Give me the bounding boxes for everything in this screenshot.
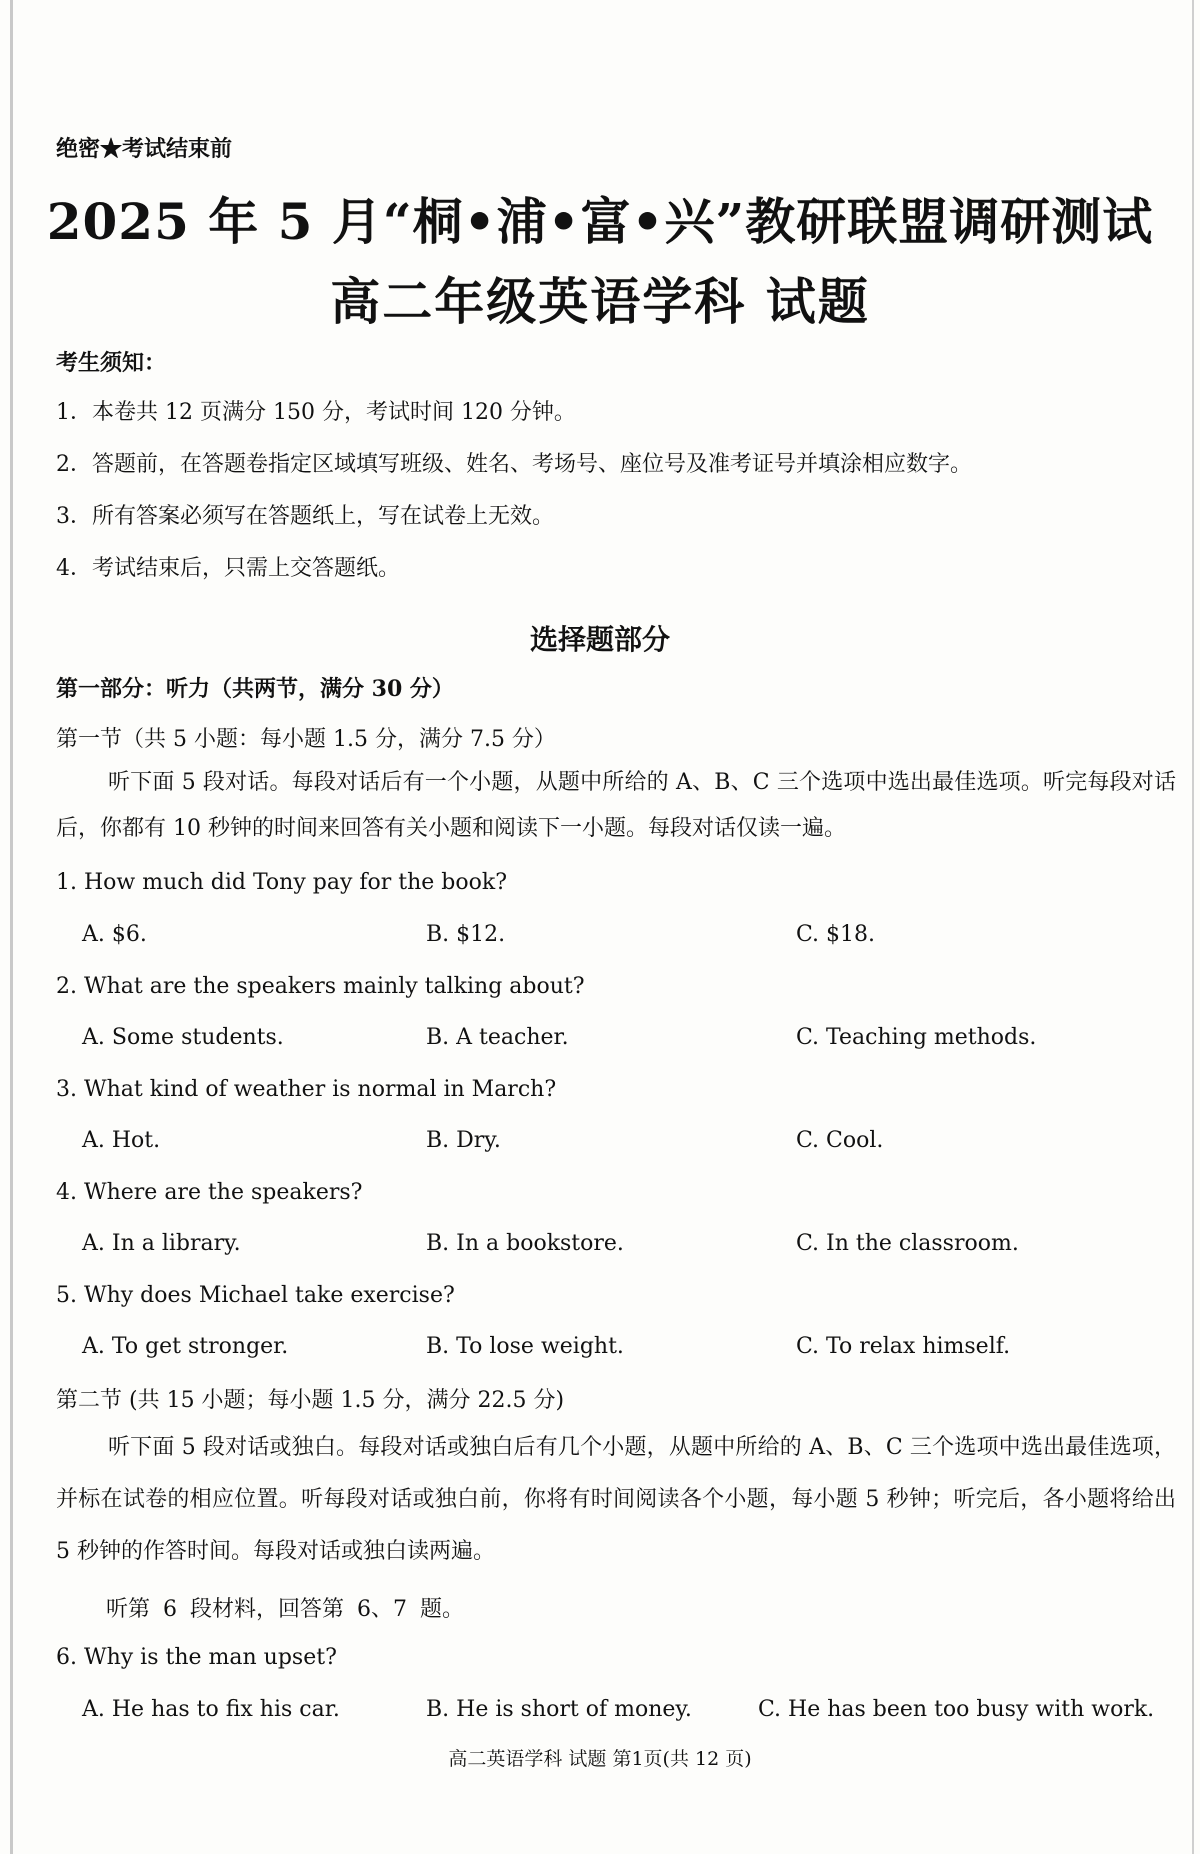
notice-item: 2．答题前，在答题卷指定区域填写班级、姓名、考场号、座位号及准考证号并填涂相应数字。 xyxy=(56,452,973,477)
question-stem: 4. Where are the speakers? xyxy=(56,1180,363,1205)
option-b: B. To lose weight. xyxy=(426,1334,624,1359)
option-b: B. A teacher. xyxy=(426,1025,569,1050)
sec1-heading: 第一节（共 5 小题：每小题 1.5 分，满分 7.5 分） xyxy=(56,727,556,752)
exam-title: 2025 年 5 月“桐•浦•富•兴”教研联盟调研测试 xyxy=(46,192,1154,251)
part1-heading: 第一部分：听力（共两节，满分 30 分） xyxy=(56,676,454,702)
question-stem: 6. Why is the man upset? xyxy=(56,1645,337,1670)
option-a: A. He has to fix his car. xyxy=(82,1697,340,1722)
section-title: 选择题部分 xyxy=(529,623,670,656)
confidential-label: 绝密★考试结束前 xyxy=(56,136,233,162)
notice-heading: 考生须知： xyxy=(56,350,167,376)
option-c: C. In the classroom. xyxy=(796,1231,1019,1256)
material-note: 听第 6 段材料，回答第 6、7 题。 xyxy=(106,1597,464,1622)
sec1-instructions: 听下面 5 段对话。每段对话后有一个小题，从题中所给的 A、B、C 三个选项中选出最佳选项。听完每段对话后，你都有 10 秒钟的时间来回答有关小题和阅读下一小题。每段对话仅读一遍。 xyxy=(56,770,1176,841)
option-a: A. Hot. xyxy=(82,1128,161,1153)
notice-item: 4．考试结束后，只需上交答题纸。 xyxy=(56,556,400,581)
option-b: B. $12. xyxy=(426,922,506,947)
option-c: C. Cool. xyxy=(796,1128,884,1153)
option-b: B. In a bookstore. xyxy=(426,1231,624,1256)
option-a: A. $6. xyxy=(82,922,147,947)
question-stem: 1. How much did Tony pay for the book? xyxy=(56,870,507,895)
notice-item: 3．所有答案必须写在答题纸上，写在试卷上无效。 xyxy=(56,504,554,529)
option-a: A. To get stronger. xyxy=(82,1334,289,1359)
option-c: C. To relax himself. xyxy=(796,1334,1011,1359)
page-footer: 高二英语学科 试题 第1页(共 12 页) xyxy=(448,1748,752,1770)
option-c: C. Teaching methods. xyxy=(796,1025,1037,1050)
option-c: C. $18. xyxy=(796,922,876,947)
notice-item: 1．本卷共 12 页满分 150 分，考试时间 120 分钟。 xyxy=(56,400,576,425)
option-a: A. In a library. xyxy=(82,1231,241,1256)
option-b: B. Dry. xyxy=(426,1128,501,1153)
question-stem: 2. What are the speakers mainly talking about? xyxy=(56,974,585,999)
question-stem: 3. What kind of weather is normal in March? xyxy=(56,1077,557,1102)
sec2-heading: 第二节 (共 15 小题；每小题 1.5 分，满分 22.5 分) xyxy=(56,1388,565,1413)
sec2-instructions: 听下面 5 段对话或独白。每段对话或独白后有几个小题，从题中所给的 A、B、C 三个选项中选出最佳选项，并标在试卷的相应位置。听每段对话或独白前，你将有时间阅读各个小题，每小题 5 秒钟；听完后，各小题将给出 5 秒钟的作答时间。每段对话或独白读两遍。 xyxy=(56,1435,1176,1564)
notice-list xyxy=(56,398,1156,606)
option-c: C. He has been too busy with work. xyxy=(758,1697,1155,1722)
question-stem: 5. Why does Michael take exercise? xyxy=(56,1283,455,1308)
option-b: B. He is short of money. xyxy=(426,1697,692,1722)
option-a: A. Some students. xyxy=(82,1025,284,1050)
exam-subtitle: 高二年级英语学科 试题 xyxy=(330,272,870,331)
